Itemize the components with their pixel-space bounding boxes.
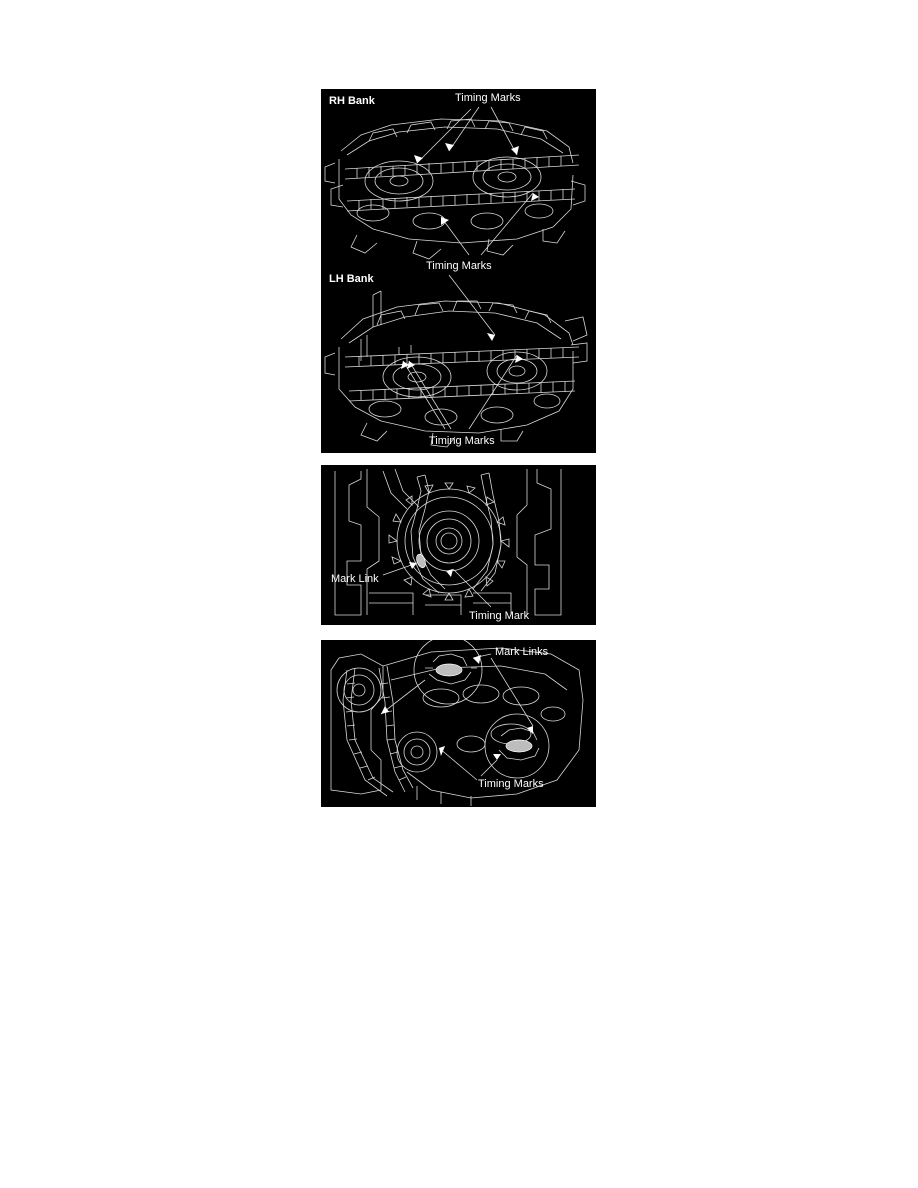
mark-link-lower-shape	[506, 740, 532, 752]
figure-3-label-0: Mark Links	[495, 646, 549, 658]
figure-mark-links	[321, 640, 596, 807]
figure-crankshaft-sprocket	[321, 465, 596, 625]
figure-3-label-1: Timing Marks	[478, 778, 544, 790]
figure-1-label-2: Timing Marks	[426, 260, 492, 272]
figure-timing-marks-banks	[321, 89, 596, 453]
figure-3-artwork	[321, 640, 596, 807]
mark-link-shape	[415, 553, 427, 569]
figure-1-label-3: LH Bank	[329, 273, 374, 285]
figure-1-label-0: RH Bank	[329, 95, 375, 107]
figure-2-label-1: Timing Mark	[469, 610, 530, 622]
figure-2-label-0: Mark Link	[331, 573, 379, 585]
figure-1-label-1: Timing Marks	[455, 92, 521, 104]
figure-1-label-4: Timing Marks	[429, 435, 495, 447]
figure-2-artwork	[321, 465, 596, 625]
mark-link-top-shape	[436, 664, 462, 676]
